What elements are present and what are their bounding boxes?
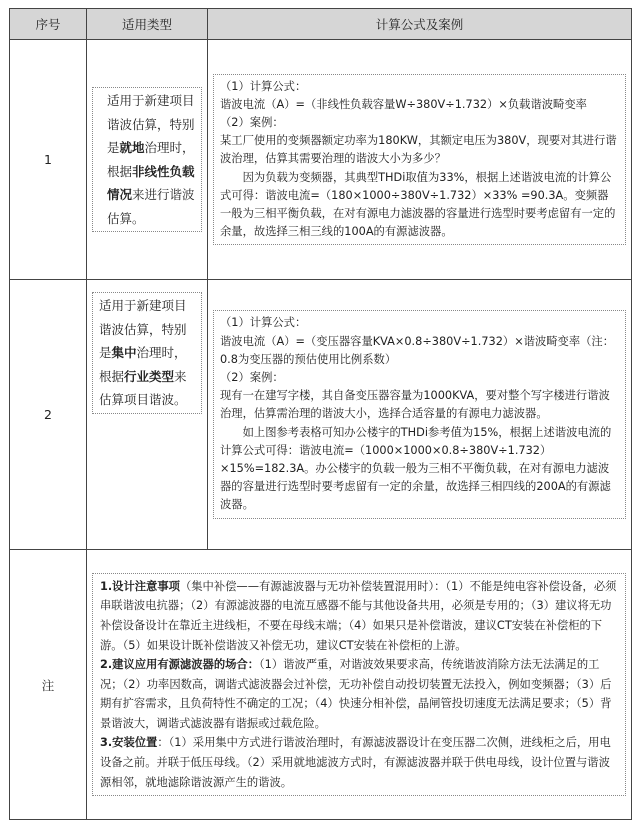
row-2-type-cell	[87, 280, 208, 550]
row-2-formula-heading: （1）计算公式：	[220, 316, 307, 330]
row-1-type-bold2: 非线性负载情况	[107, 163, 195, 202]
note-section-2-body: （1）谐波严重，对谐波效果要求高，传统谐波消除方法无法满足的工况；（2）功率因数高，调谐式滤波器会过补偿，无功补偿自动投切装置无法投入，例如变频器；（3）后期有扩容需求，且负荷特性不确定的工况；（4）快速分相补偿，晶闸管投切速度无法满足要求；（5）背景谐波大，调谐式滤波器有谐振或过载危险。	[100, 658, 612, 730]
header-serial-number: 序号	[10, 9, 87, 40]
note-box	[92, 573, 626, 797]
row-2-case-question: 现有一在建写字楼，其自备变压器容量为1000KVA，要对整个写字楼进行谐波治理，估算需治理的谐波大小，选择合适容量的有源电力滤波器。	[220, 389, 610, 421]
row-1-type-part1: 适用于新建项目谐波估算，特别是	[107, 93, 195, 155]
note-section-3-title: 3.安装位置	[100, 736, 158, 750]
row-2-number: 2	[10, 280, 87, 550]
note-section-2	[100, 655, 618, 733]
row-2-case-answer: 如上图参考表格可知办公楼宇的THDi参考值为15%，根据上述谐波电流的计算公式可得：谐波电流=（1000×1000×0.8÷380V÷1.732）×15%=182.3A。办公楼宇的负载一般为三相不平衡负载，在对有源电力滤波器的容量进行选型时要考虑留有一定的余量，故选择三相四线的200A的有源滤波器。	[220, 425, 612, 512]
note-section-1	[100, 577, 618, 655]
header-row	[10, 9, 632, 40]
note-section-1-body: （集中补偿——有源滤波器与无功补偿装置混用时）：（1）不能是纯电容补偿设备，必须串联谐波电抗器；（2）有源滤波器的电流互感器不能与其他设备共用，必须是专用的；（3）建议将无功补偿设备设计在靠近主进线柜，不要在母线末端；（4）如果只是补偿谐波，建议CT安装在补偿柜的下游。（5）如果设计既补偿谐波又补偿无功，建议CT安装在补偿柜的上游。	[100, 579, 617, 652]
row-2-case-heading: （2）案例：	[220, 370, 284, 384]
note-cell	[87, 550, 632, 820]
row-2-type-bold2: 行业类型	[124, 368, 175, 384]
note-section-1-title: 1.设计注意事项	[100, 579, 180, 593]
row-1-case-question: 某工厂使用的变频器额定功率为180KW，其额定电压为380V，现要对其进行谐波治理，估算其需要治理的谐波大小为多少？	[220, 134, 617, 166]
row-2-type-bold1: 集中	[111, 345, 137, 360]
header-applicable-type: 适用类型	[87, 9, 208, 40]
row-1-type-cell	[87, 40, 208, 280]
note-section-3-body: ：（1）采用集中方式进行谐波治理时，有源滤波器设计在变压器二次侧，进线柜之后，用电设备之前。并联于低压母线。（2）采用就地滤波方式时，有源滤波器并联于供电母线，设计位置与谐波源相邻，就地滤除谐波源产生的谐波。	[100, 736, 611, 789]
table-row-note	[10, 550, 632, 820]
row-1-type-part3: 来进行谐波估算。	[107, 187, 195, 226]
table-row-2	[10, 280, 632, 550]
row-1-formula-text	[214, 75, 625, 245]
header-formula-and-case: 计算公式及案例	[208, 9, 632, 40]
row-1-case-heading: （2）案例：	[220, 115, 284, 129]
row-2-type-part2: 治理时，根据	[99, 345, 187, 384]
note-label: 注	[10, 550, 87, 820]
row-1-type-bold1: 就地	[119, 140, 145, 155]
row-2-formula-box	[213, 310, 626, 518]
row-2-formula-cell	[208, 280, 632, 550]
row-2-formula-equation: 谐波电流（A）=（变压器容量KVA×0.8÷380V÷1.732）×谐波畸变率（注：0.8为变压器的预估使用比例系数）	[220, 334, 615, 366]
row-1-type-part2: 治理时，根据	[107, 140, 195, 179]
row-1-formula-equation: 谐波电流（A）=（非线性负载容量W÷380V÷1.732）×负载谐波畸变率	[220, 97, 587, 111]
row-1-type-box	[92, 87, 202, 232]
row-1-case-answer: 因为负载为变频器，其典型THDi取值为33%，根据上述谐波电流的计算公式可得：谐波电流=（180×1000÷380V÷1.732）×33% =90.3A。变频器一般为三相平衡负载，在对有源电力滤波器的容量进行选型时要考虑留有一定的余量，故选择三相三线的100A的有源滤波器。	[220, 170, 616, 239]
row-2-formula-text	[214, 311, 625, 517]
row-1-number: 1	[10, 40, 87, 280]
row-2-type-part1: 适用于新建项目谐波估算，特别是	[99, 298, 187, 360]
row-1-formula-box	[213, 74, 626, 246]
row-2-type-part3: 来估算项目谐波。	[99, 368, 187, 407]
row-1-formula-cell	[208, 40, 632, 280]
table-row-1	[10, 40, 632, 280]
harmonic-estimation-table	[9, 8, 632, 820]
row-2-type-text	[93, 293, 201, 413]
note-text	[93, 574, 625, 796]
row-1-type-text	[93, 88, 201, 231]
row-1-formula-heading: （1）计算公式：	[220, 79, 307, 93]
note-section-3	[100, 733, 618, 792]
note-section-2-title: 2.建议应用有源滤波器的场合：	[100, 658, 260, 672]
row-2-type-box	[92, 292, 202, 414]
